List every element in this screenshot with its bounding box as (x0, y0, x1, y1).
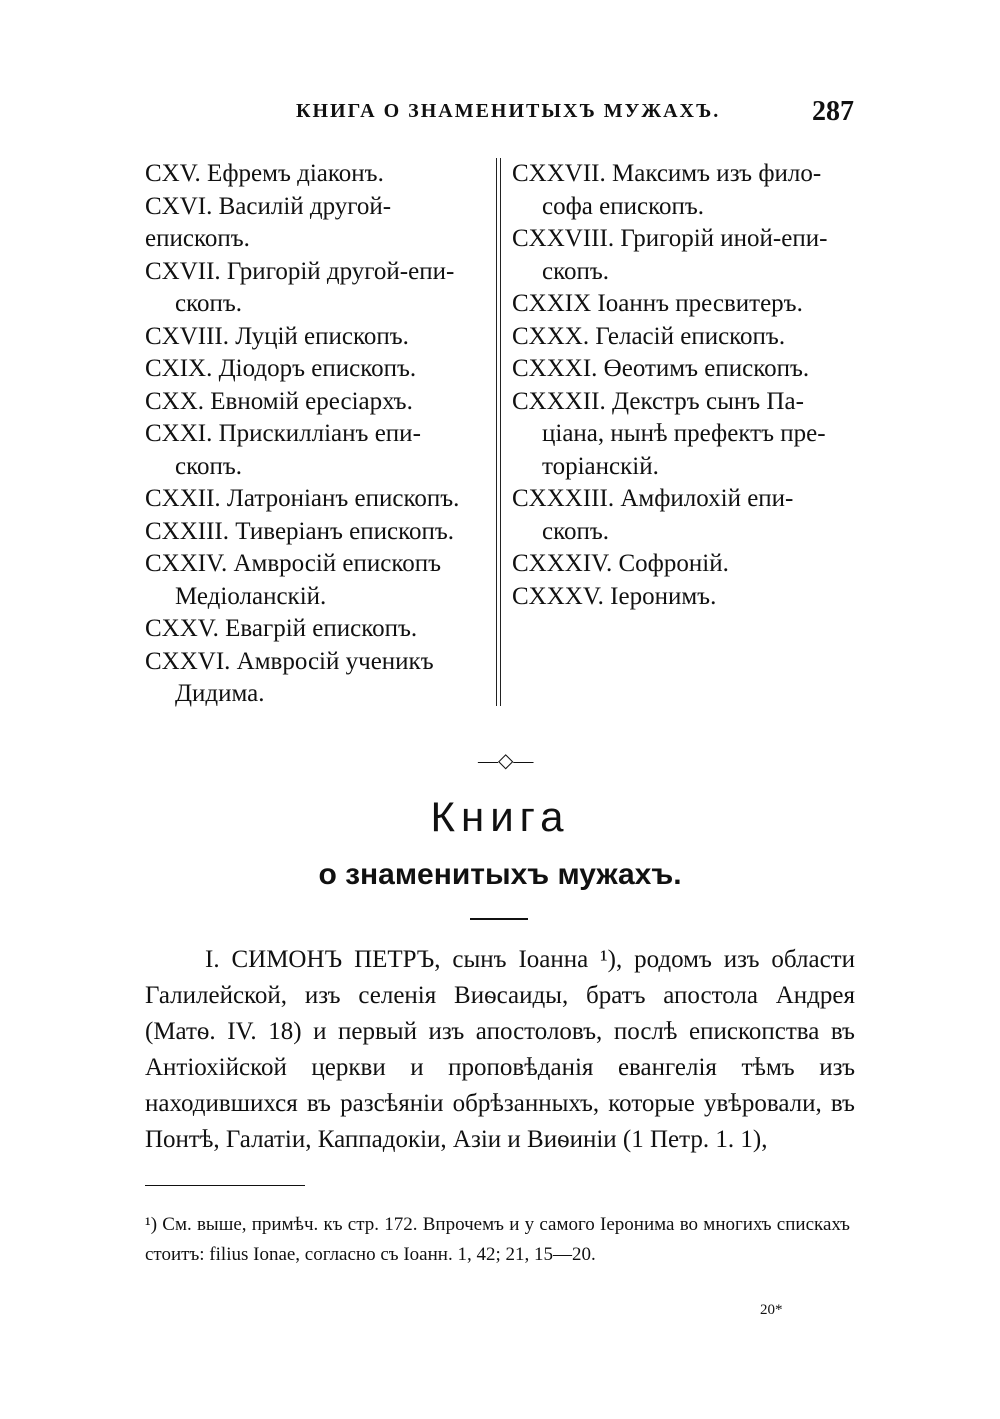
contents-entry: CXXVII. Максимъ изъ фило- (512, 160, 822, 187)
contents-entry: CXXVIII. Григорій иной-епи- (512, 225, 828, 252)
column-divider (500, 158, 501, 706)
book-subtitle: о знаменитыхъ мужахъ. (318, 858, 682, 891)
contents-entry: CXXXV. Іеронимъ. (512, 582, 717, 610)
contents-entry: CXXXII. Декстръ сынъ Па- (512, 387, 804, 415)
page-number: 287 (812, 96, 854, 127)
contents-entry: CXXI. Прискилліанъ епи- (145, 420, 421, 447)
contents-entry-continuation: скопъ. (175, 290, 243, 317)
contents-entry: CXVIII. Луцій епископъ. (145, 322, 409, 350)
contents-entry: CXXII. Латроніанъ епископъ. (145, 485, 460, 512)
contents-entry: CXXXIII. Амфилохій епи- (512, 485, 794, 512)
section-ornament: —◇— (478, 750, 534, 772)
header-title: КНИГА О ЗНАМЕНИТЫХЪ МУЖАХЪ. (296, 100, 721, 122)
contents-entry-continuation: торіанскій. (542, 452, 659, 480)
book-title: Книга (430, 793, 570, 840)
contents-entry: CXIX. Діодоръ епископъ. (145, 355, 417, 382)
contents-entry: CXXIV. Амвросій епископъ (145, 550, 442, 577)
contents-entry: CXX. Евномій ересіархъ. (145, 387, 413, 415)
title-rule (470, 918, 528, 920)
body-text (145, 942, 855, 1158)
contents-entry-continuation: скопъ. (175, 452, 243, 480)
contents-entry: CXXIX Іоаннъ пресвитеръ. (512, 290, 803, 317)
contents-entry: CXXV. Евагрій епископъ. (145, 615, 418, 642)
contents-entry: CXV. Ефремъ діаконъ. (145, 160, 384, 187)
contents-entry: CXXVI. Амвросій ученикъ (145, 647, 434, 675)
footnote-rule (145, 1185, 305, 1186)
contents-entry: CXXX. Геласій епископъ. (512, 322, 786, 350)
contents-entry: CXXXI. Өеотимъ епископъ. (512, 355, 810, 382)
contents-entry: CXVI. Василій другой-епископъ. (145, 192, 392, 252)
contents-entry: CXVII. Григорій другой-епи- (145, 257, 455, 285)
contents-right-column (512, 158, 857, 613)
footnote: ¹) См. выше, примѣч. къ стр. 172. Впрочемъ и у самого Іеронима во многихъ спискахъ стоитъ: filius Ionae, согласно съ Іоанн. 1, 42; 21, 15—20. (145, 1214, 850, 1265)
contents-entry-continuation: Дидима. (175, 680, 265, 707)
contents-entry-continuation: софа епископъ. (542, 192, 705, 220)
contents-entry: CXXXIV. Софроній. (512, 550, 729, 577)
column-divider (496, 158, 497, 706)
body-paragraph: I. СИМОНЪ ПЕТРЪ, сынъ Іоанна ¹), родомъ изъ области Галилейской, изъ селенія Виѳсаиды, братъ апостола Андрея (Матѳ. IV. 18) и первый изъ апостоловъ, послѣ епископства въ Антіохійской церкви и проповѣданія евангелія тѣмъ изъ находившихся въ разсѣяніи обрѣзанныхъ, которые увѣровали, въ Понтѣ, Галатіи, Каппадокіи, Азіи и Виѳиніи (1 Петр. 1. 1), (145, 946, 855, 1153)
contents-entry-continuation: скопъ. (542, 257, 610, 285)
contents-entry: CXXIII. Тиверіанъ епископъ. (145, 517, 455, 545)
printer-signature: 20* (760, 1302, 783, 1318)
contents-entry-continuation: скопъ. (542, 517, 610, 545)
contents-entry-continuation: ціана, нынѣ префектъ пре- (542, 420, 826, 447)
contents-left-column (145, 158, 485, 711)
contents-entry-continuation: Медіоланскій. (175, 582, 327, 610)
